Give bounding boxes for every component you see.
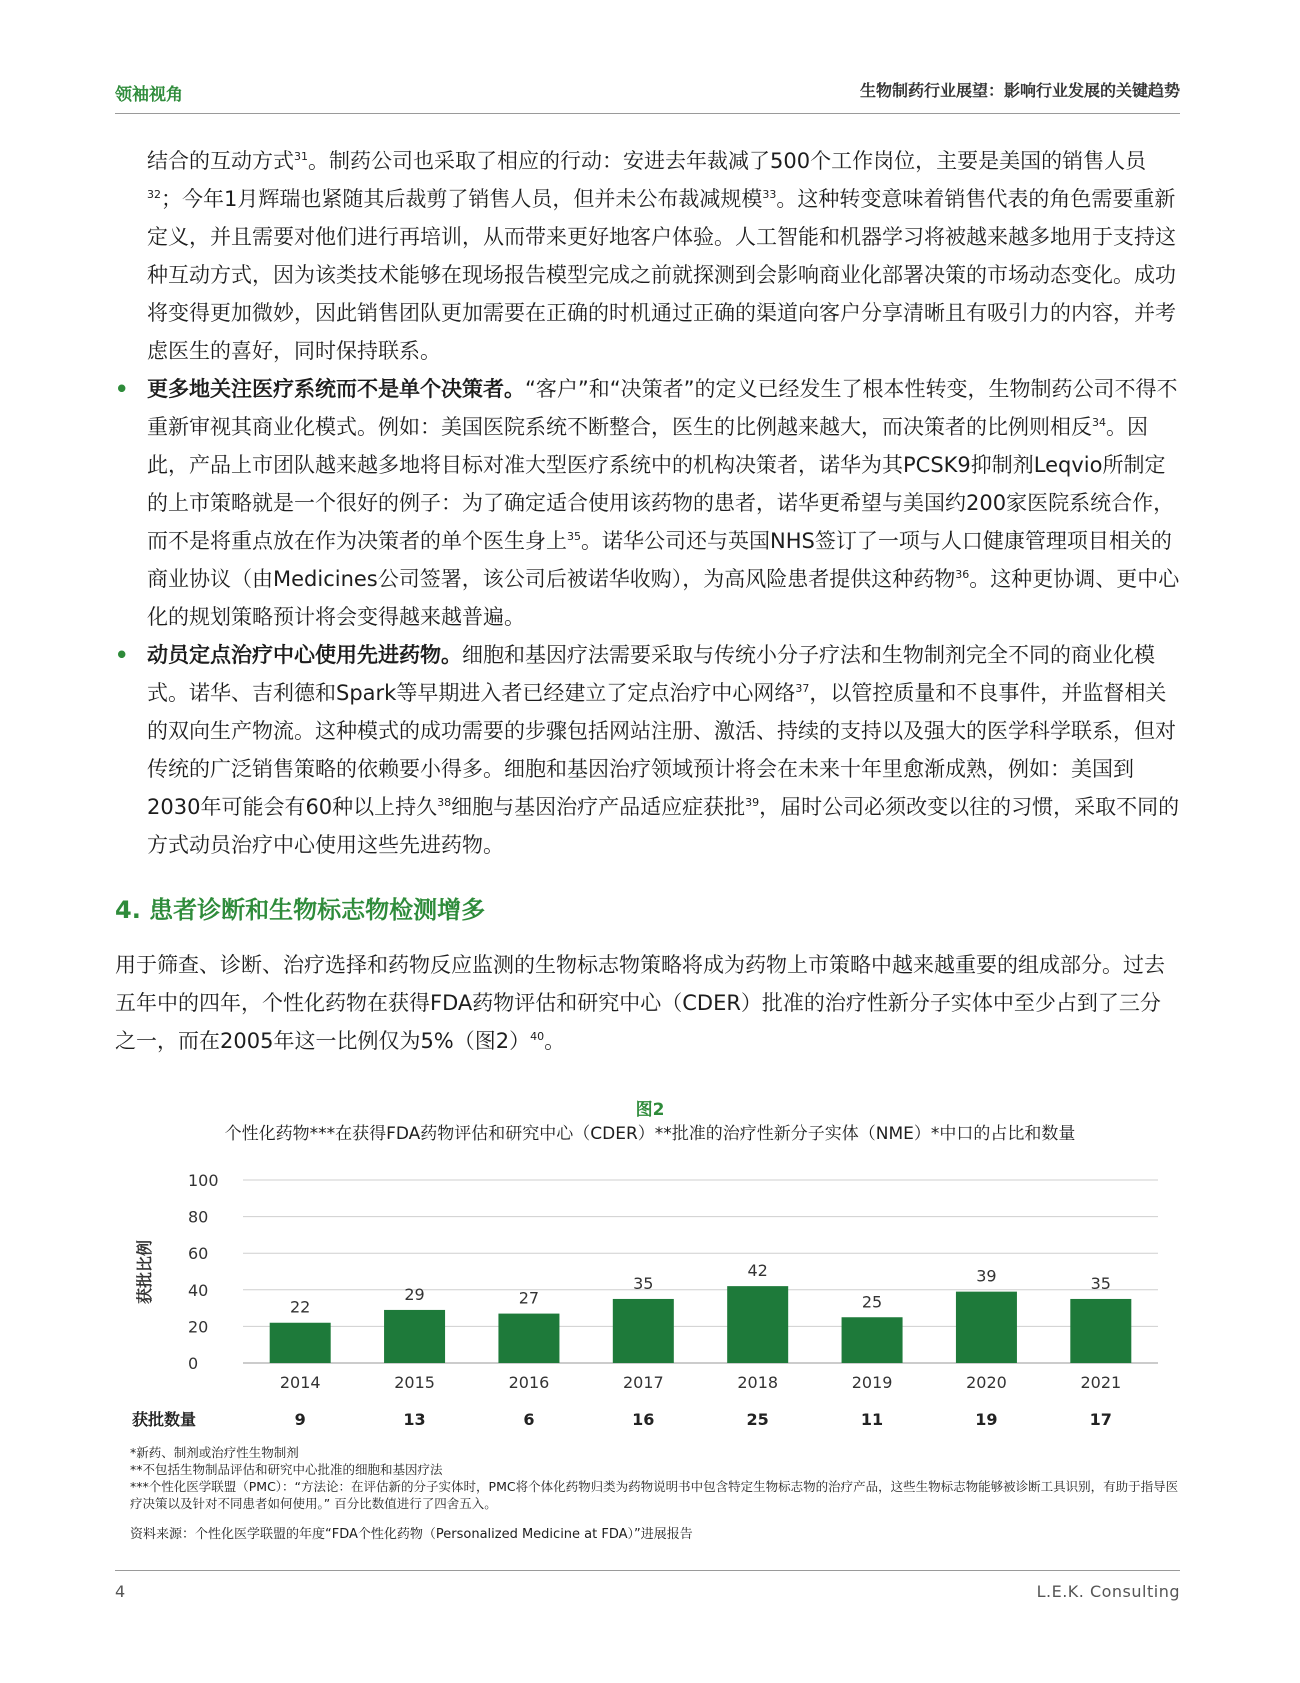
data-label: 29 (404, 1284, 425, 1304)
reference-mark: 33 (762, 188, 777, 201)
y-tick-label: 100 (188, 1171, 219, 1190)
bar (956, 1292, 1017, 1363)
bar (498, 1314, 559, 1363)
count-row-label: 获批数量 (132, 1410, 197, 1429)
source-note: 资料来源：个性化医学联盟的年度“FDA个性化药物（Personalized Medicine at FDA）”进展报告 (130, 1527, 693, 1542)
data-label: 27 (518, 1288, 540, 1308)
y-tick-label: 60 (188, 1244, 209, 1264)
bar (842, 1317, 903, 1363)
bullet-dot: • (115, 377, 129, 401)
reference-mark: 40 (530, 1030, 545, 1043)
count-value: 9 (294, 1410, 306, 1429)
text-run: 细胞和基因疗法需要采取与传统小分子疗法和生物制剂完全不同的商业化模式。诺华、吉利德和Spark等早期进入者已经建立了定点治疗中心网络 (147, 643, 1155, 705)
x-tick-label: 2020 (966, 1373, 1007, 1392)
text-run: 。诺华公司还与英国NHS签订了一项与人口健康管理项目相关的商业协议（由Medicines公司签署，该公司后被诺华收购），为高风险患者提供这种药物 (147, 529, 1172, 591)
text-run: 结合的互动方式 (147, 149, 294, 173)
data-label: 39 (976, 1266, 997, 1286)
x-tick-label: 2017 (622, 1373, 664, 1392)
count-value: 11 (860, 1410, 884, 1429)
page-number: 4 (115, 1582, 126, 1601)
section-label: 领袖视角 (115, 85, 183, 105)
brand-name: L.E.K. Consulting (1036, 1582, 1180, 1601)
text-run: 。这种转变意味着销售代表的角色需要重新定义，并且需要对他们进行再培训，从而带来更好地客户体验。人工智能和机器学习将被越来越多地用于支持这种互动方式，因为该类技术能够在现场报告模型完成之前就探测到会影响商业化部署决策的市场动态变化。成功将变得更加微妙，因此销售团队更加需要在正确的时机通过正确的渠道向客户分享清晰且有吸引力的内容，并考虑医生的喜好，同时保持联系。 (147, 187, 1176, 363)
x-tick-label: 2018 (737, 1373, 779, 1392)
figure-number: 图2 (635, 1100, 665, 1120)
text-run: “客户”和“决策者”的定义已经发生了根本性转变，生物制药公司不得不重新审视其商业化模式。例如：美国医院系统不断整合，医生的比例越来越大，而决策者的比例则相反 (147, 377, 1178, 439)
y-tick-label: 80 (188, 1207, 209, 1227)
data-label: 35 (633, 1273, 654, 1293)
count-value: 17 (1089, 1410, 1112, 1429)
reference-mark: 36 (955, 568, 970, 581)
text-run: ；今年1月辉瑞也紧随其后裁剪了销售人员，但并未公布裁减规模 (161, 187, 763, 211)
data-label: 25 (861, 1292, 883, 1312)
data-label: 42 (747, 1261, 768, 1281)
text-run: ，届时公司必须改变以往的习惯，采取不同的方式动员治疗中心使用这些先进药物。 (147, 795, 1180, 857)
text-run: ，以管控质量和不良事件，并监督相关的双向生产物流。这种模式的成功需要的步骤包括网站注册、激活、持续的支持以及强大的医学科学联系，但对传统的广泛销售策略的依赖要小得多。细胞和基因治疗领域预计将会在未来十年里愈渐成熟，例如：美国到2030年可能会有60种以上持久 (147, 681, 1176, 819)
x-tick-label: 2016 (508, 1373, 550, 1392)
footnote: *新药、制剂或治疗性生物制剂 (130, 1445, 299, 1460)
data-label: 22 (290, 1297, 311, 1317)
reference-mark: 32 (147, 188, 161, 201)
footer-divider (115, 1570, 1180, 1571)
count-value: 19 (975, 1410, 998, 1429)
section-heading: 4. 患者诊断和生物标志物检测增多 (115, 896, 486, 924)
count-value: 6 (523, 1410, 535, 1429)
x-tick-label: 2019 (851, 1373, 893, 1392)
y-tick-label: 40 (188, 1280, 209, 1300)
y-tick-label: 20 (188, 1317, 209, 1337)
text-run: 。因此，产品上市团队越来越多地将目标对准大型医疗系统中的机构决策者，诺华为其PCSK9抑制剂Leqvio所制定的上市策略就是一个很好的例子：为了确定适合使用该药物的患者，诺华更希望与美国约200家医院系统合作，而不是将重点放在作为决策者的单个医生身上 (147, 415, 1175, 553)
data-label: 35 (1090, 1273, 1111, 1293)
count-value: 13 (403, 1410, 426, 1429)
x-tick-label: 2021 (1080, 1373, 1122, 1392)
text-run: 用于筛查、诊断、治疗选择和药物反应监测的生物标志物策略将成为药物上市策略中越来越重要的组成部分。过去五年中的四年，个性化药物在获得FDA药物评估和研究中心（CDER）批准的治疗性新分子实体中至少占到了三分之一，而在2005年这一比例仅为5%（图2） (115, 953, 1165, 1053)
x-tick-label: 2015 (394, 1373, 435, 1392)
bar (384, 1310, 445, 1363)
footnotes (130, 1444, 1180, 1512)
bullet-heading: 动员定点治疗中心使用先进药物。 (147, 643, 462, 667)
footnote: ***个性化医学联盟（PMC）：“方法论：在评估新的分子实体时，PMC将个体化药物归类为药物说明书中包含特定生物标志物的治疗产品，这些生物标志物能够被诊断工具识别，有助于指导医疗决策以及针对不同患者如何使用。” 百分比数值进行了四舍五入。 (130, 1479, 1179, 1511)
footnote: **不包括生物制品评估和研究中心批准的细胞和基因疗法 (130, 1462, 443, 1477)
y-axis-label: 获批比例 (135, 1239, 154, 1305)
reference-mark: 37 (795, 682, 810, 695)
text-run: 。 (544, 1029, 566, 1053)
count-value: 25 (746, 1410, 769, 1429)
bullet-dot: • (115, 643, 129, 667)
document-title: 生物制药行业展望：影响行业发展的关键趋势 (859, 81, 1180, 100)
y-tick-label: 0 (188, 1354, 199, 1373)
bar (1070, 1299, 1131, 1363)
chart-title: 个性化药物***在获得FDA药物评估和研究中心（CDER）**批准的治疗性新分子实体（NME）*中口的占比和数量 (224, 1124, 1076, 1144)
reference-mark: 35 (567, 530, 581, 543)
reference-mark: 39 (745, 796, 760, 809)
text-run: 。制药公司也采取了相应的行动：安进去年裁减了500个工作岗位，主要是美国的销售人员 (308, 149, 1147, 173)
reference-mark: 31 (294, 150, 308, 163)
text-run: 。这种更协调、更中心化的规划策略预计将会变得越来越普遍。 (147, 567, 1180, 629)
bar (270, 1323, 331, 1363)
text-run: 细胞与基因治疗产品适应症获批 (451, 795, 746, 819)
reference-mark: 38 (437, 796, 452, 809)
bar (613, 1299, 674, 1363)
bullet-heading: 更多地关注医疗系统而不是单个决策者。 (147, 377, 525, 401)
count-value: 16 (632, 1410, 655, 1429)
bar (727, 1286, 788, 1363)
x-tick-label: 2014 (279, 1373, 321, 1392)
reference-mark: 34 (1092, 416, 1106, 429)
